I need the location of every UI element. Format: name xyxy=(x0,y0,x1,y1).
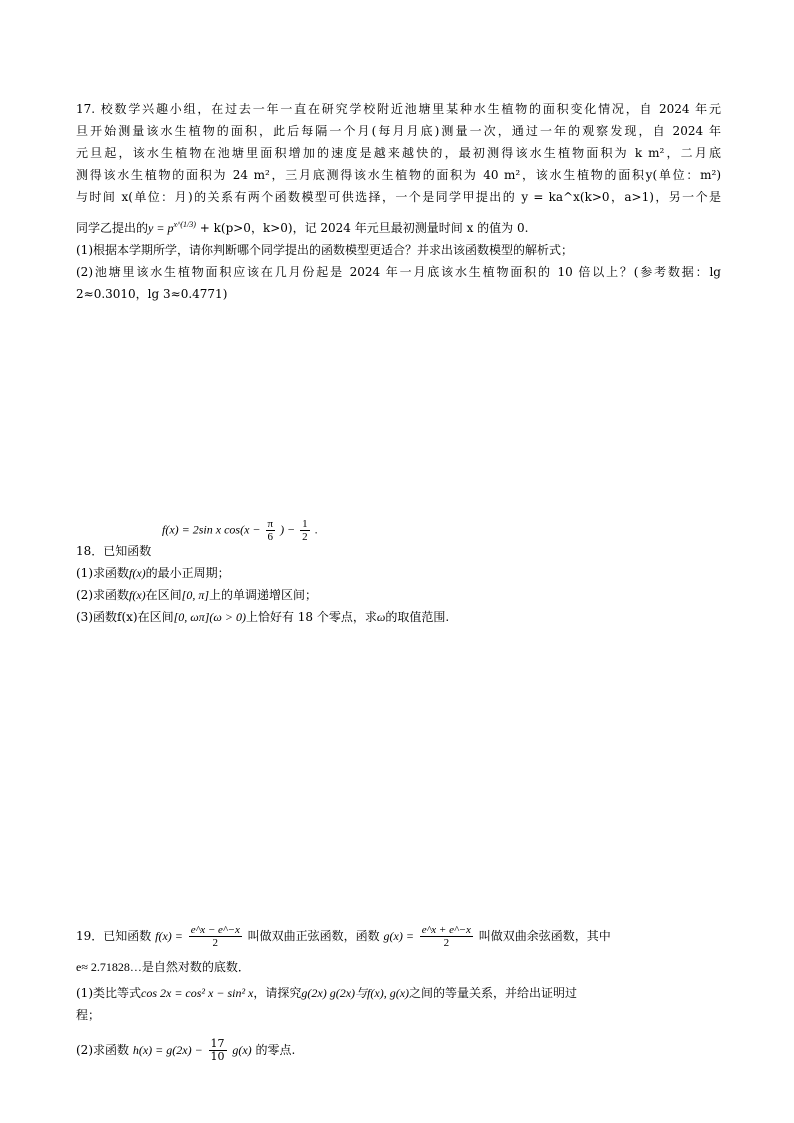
q19-cosh-fraction xyxy=(420,924,473,949)
q17-line-1: 17. 校数学兴趣小组，在过去一年一直在研究学校附近池塘里某种水生植物的面积变化情况，自 2024 年元 xyxy=(76,102,721,116)
q19-e-desc: 是自然对数的底数． xyxy=(141,960,250,974)
q17-model-b-formula: y = p xyxy=(148,221,174,235)
q18-sub-1-a: (1)求函数 xyxy=(76,566,129,580)
q19-h-den: 10 xyxy=(210,1050,225,1063)
q18-half-den: 2 xyxy=(302,531,308,543)
q19-sinh-fraction xyxy=(189,924,242,949)
q19-sinh-den: 2 xyxy=(212,937,219,949)
q18-sub-3-b: 上恰好有 18 个零点，求 xyxy=(245,610,377,624)
q18-formula-mid: ) − xyxy=(280,522,296,537)
q17-line-4: 测得该水生植物的面积为 24 m²，三月底测得该水生植物的面积为 40 m²，该水生植物的面积y(单位：m²) xyxy=(76,168,721,182)
q18-pi-den: 6 xyxy=(267,531,274,543)
q19-sub-2-a: (2)求函数 xyxy=(76,1043,129,1057)
q18-pi-num: π xyxy=(267,518,274,530)
q18-title: 18．已知函数 xyxy=(76,544,152,558)
q17-model-b-exponent: x^(1/3) xyxy=(173,220,196,229)
q18-sub-2-interval: [0, π] xyxy=(181,588,210,602)
q19-g2x-text: g(2x)与 xyxy=(326,986,368,1000)
q18-sub-3-interval: [0, ωπ](ω > 0) xyxy=(173,610,246,624)
q19-mid-text: 叫做双曲正弦函数，函数 xyxy=(247,929,380,943)
q19-e-value: e≈ 2.71828… xyxy=(76,960,142,974)
q18-sub-2-f: f(x) xyxy=(129,588,146,602)
q18-sub-3 xyxy=(76,606,721,628)
q19-end-text: 叫做双曲余弦函数，其中 xyxy=(478,929,611,943)
q18-formula-end: . xyxy=(314,522,318,537)
q17-line-6-suffix: + k(p>0，k>0)，记 2024 年元旦最初测量时间 x 的值为 0. xyxy=(195,221,529,235)
q18-sub-1-f: f(x) xyxy=(129,566,146,580)
q18-sub-2 xyxy=(76,584,721,606)
q19-title: 19．已知函数 xyxy=(76,929,152,943)
q19-identity: cos 2x = cos² x − sin² x xyxy=(141,986,254,1000)
q19-sub-1-b: ，请探究 xyxy=(253,986,302,1000)
q19-g2x: g(2x) xyxy=(301,986,327,1000)
q19-sinh-left: f(x) = xyxy=(155,929,183,943)
q19-sub-1-a: (1)类比等式 xyxy=(76,986,141,1000)
q19-sub-2 xyxy=(76,1030,721,1070)
q19-sub-1-line-2: 程； xyxy=(76,1008,101,1022)
q17-line-3: 元旦起，该水生植物在池塘里面积增加的速度是越来越快的，最初测得该水生植物面积为 k m²，二月底 xyxy=(76,146,721,160)
question-18 xyxy=(76,540,721,628)
q18-sub-3-omega: ω xyxy=(376,610,386,624)
q18-sub-2-b: 在区间 xyxy=(145,588,182,602)
q18-sub-3-a: (3)函数f(x)在区间 xyxy=(76,610,174,624)
q17-sub-2-line-2: 2≈0.3010，lg 3≈0.4771) xyxy=(76,287,228,301)
q19-sub-2-b: 的零点. xyxy=(255,1043,296,1057)
q18-half-num: 1 xyxy=(302,518,308,530)
q18-sub-1-b: 的最小正周期； xyxy=(145,566,230,580)
q17-sub-1: (1)根据本学期所学，请你判断哪个同学提出的函数模型更适合？并求出该函数模型的解析式； xyxy=(76,243,574,257)
q19-e-line xyxy=(76,956,721,978)
q19-h-num: 17 xyxy=(210,1037,225,1050)
q17-line-5: 与时间 x(单位：月)的关系有两个函数模型可供选择，一个是同学甲提出的 y = ka^x(k>0，a>1)，另一个是 xyxy=(76,190,721,204)
q18-sub-3-c: 的取值范围. xyxy=(385,610,450,624)
q19-h-fraction xyxy=(209,1038,227,1063)
q19-cosh-left: g(x) = xyxy=(383,929,414,943)
q19-sinh-num: e^x − e^−x xyxy=(190,924,240,936)
q19-cosh-den: 2 xyxy=(443,937,450,949)
q19-sub-1 xyxy=(76,982,721,1004)
q18-sub-2-a: (2)求函数 xyxy=(76,588,129,602)
q19-h-right: g(x) xyxy=(232,1043,252,1057)
q17-sub-2-line-1: (2)池塘里该水生植物面积应该在几月份起是 2024 年一月底该水生植物面积的 10 倍以上？(参考数据：lg xyxy=(76,265,721,279)
q17-line-6 xyxy=(76,214,721,239)
q17-line-6-prefix: 同学乙提出的 xyxy=(76,221,149,235)
q19-cosh-num: e^x + e^−x xyxy=(421,924,471,936)
question-17 xyxy=(76,98,721,305)
question-19 xyxy=(76,916,721,1070)
q18-formula-left: f(x) = 2sin x cos(x − xyxy=(162,522,261,537)
q19-sub-1-c: 之间的等量关系，并给出证明过 xyxy=(409,986,578,1000)
q19-fg: f(x), g(x) xyxy=(367,986,410,1000)
q19-h-left: h(x) = g(2x) − xyxy=(132,1043,203,1057)
q18-sub-2-c: 上的单调递增区间； xyxy=(209,588,318,602)
q18-sub-1 xyxy=(76,562,721,584)
q17-line-2: 旦开始测量该水生植物的面积，此后每隔一个月(每月月底)测量一次，通过一年的观察发现，自 2024 年 xyxy=(76,124,721,138)
q19-title-line xyxy=(76,916,721,956)
